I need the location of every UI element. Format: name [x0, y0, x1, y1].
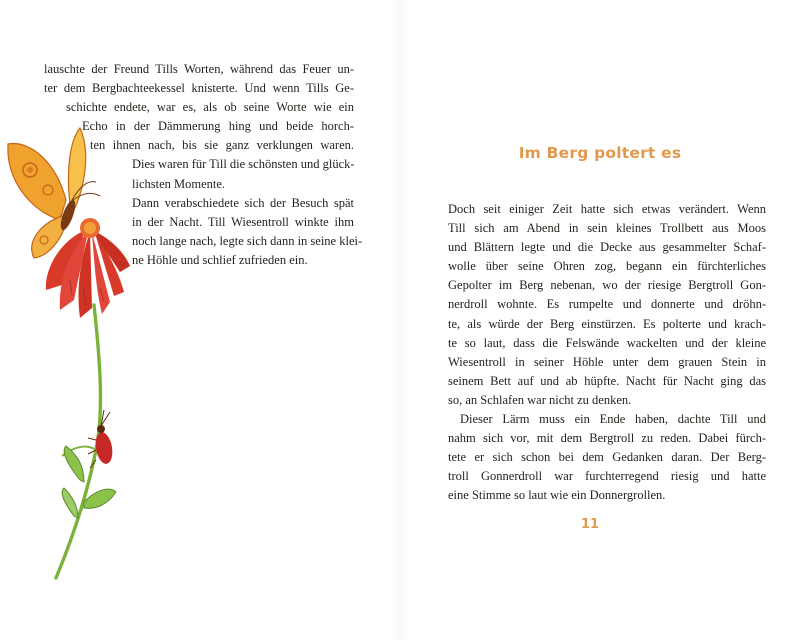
right-line: wolle über seine Ohren zog, begann ein fürchterliches — [448, 259, 766, 274]
page-number: 11 — [580, 517, 600, 532]
left-line: ne Höhle und schlief zufrieden ein. — [132, 252, 308, 267]
right-line: so, an Schlafen war nicht zu denken. — [448, 392, 632, 407]
chapter-title: Im Berg poltert es — [518, 144, 682, 162]
left-line: Echo in der Dämmerung hing und beide horch- — [82, 119, 354, 134]
left-line: lauschte der Freund Tills Worten, während das Feuer un- — [44, 62, 354, 76]
right-line: troll Gonnerdroll war furchterregend riesig und hatte — [448, 469, 766, 484]
left-line: ter dem Bergbachteekessel knisterte. Und wenn Tills Ge- — [44, 81, 354, 96]
right-line: und Blättern legte und die Decke aus gesammelter Schaf- — [448, 240, 766, 255]
leaf — [62, 488, 78, 518]
right-line: Gepolter im Berg nebenan, wo der riesige Bergtroll Gon- — [448, 278, 766, 293]
right-line: nerdroll wohnte. Es rumpelte und donnerte und dröhn- — [448, 297, 766, 312]
right-page-text — [448, 200, 766, 506]
left-line: Dann verabschiedete sich der Besuch spät — [132, 195, 354, 210]
right-line: tete er sich schon bei dem Gedanken daran. Der Berg- — [448, 450, 766, 465]
flower-stem — [56, 305, 100, 578]
leaf — [64, 446, 84, 482]
left-line: lichsten Momente. — [132, 176, 226, 191]
right-line: seinem Bett auf und ab hüpfte. Nacht für Nacht ging das — [448, 373, 766, 388]
left-line: schichte endete, war es, als ob seine Worte wie ein — [66, 100, 354, 115]
right-line: te, als würde der Berg einstürzen. Es polterte und krach- — [448, 316, 766, 331]
right-line: Wiesentroll in seiner Höhle unter dem grauen Stein in — [448, 354, 766, 369]
flower-butterfly-illustration — [0, 120, 140, 580]
left-line: in der Nacht. Till Wiesentroll winkte ihm — [132, 214, 354, 229]
left-line: Dies waren für Till die schönsten und glück- — [132, 157, 355, 172]
right-line: Doch seit einiger Zeit hatte sich etwas verändert. Wenn — [448, 202, 766, 216]
book-gutter — [392, 0, 408, 640]
left-line: ten ihnen nach, bis sie ganz verklungen waren. — [90, 138, 354, 153]
leaf — [84, 489, 116, 508]
right-line: Dieser Lärm muss ein Ende haben, dachte Till und — [460, 412, 766, 427]
right-line: nahm sich vor, mit dem Bergtroll zu reden. Dabei fürch- — [448, 431, 766, 446]
right-line: eine Stimme so laut wie ein Donnergrollen. — [448, 488, 666, 503]
right-line: te so laut, dass die Felswände wackelten und der kleine — [448, 335, 766, 350]
right-line: Till sich am Abend in sein kleines Trollbett aus Moos — [448, 221, 766, 236]
left-line: noch lange nach, legte sich dann in seine klei- — [132, 233, 363, 248]
